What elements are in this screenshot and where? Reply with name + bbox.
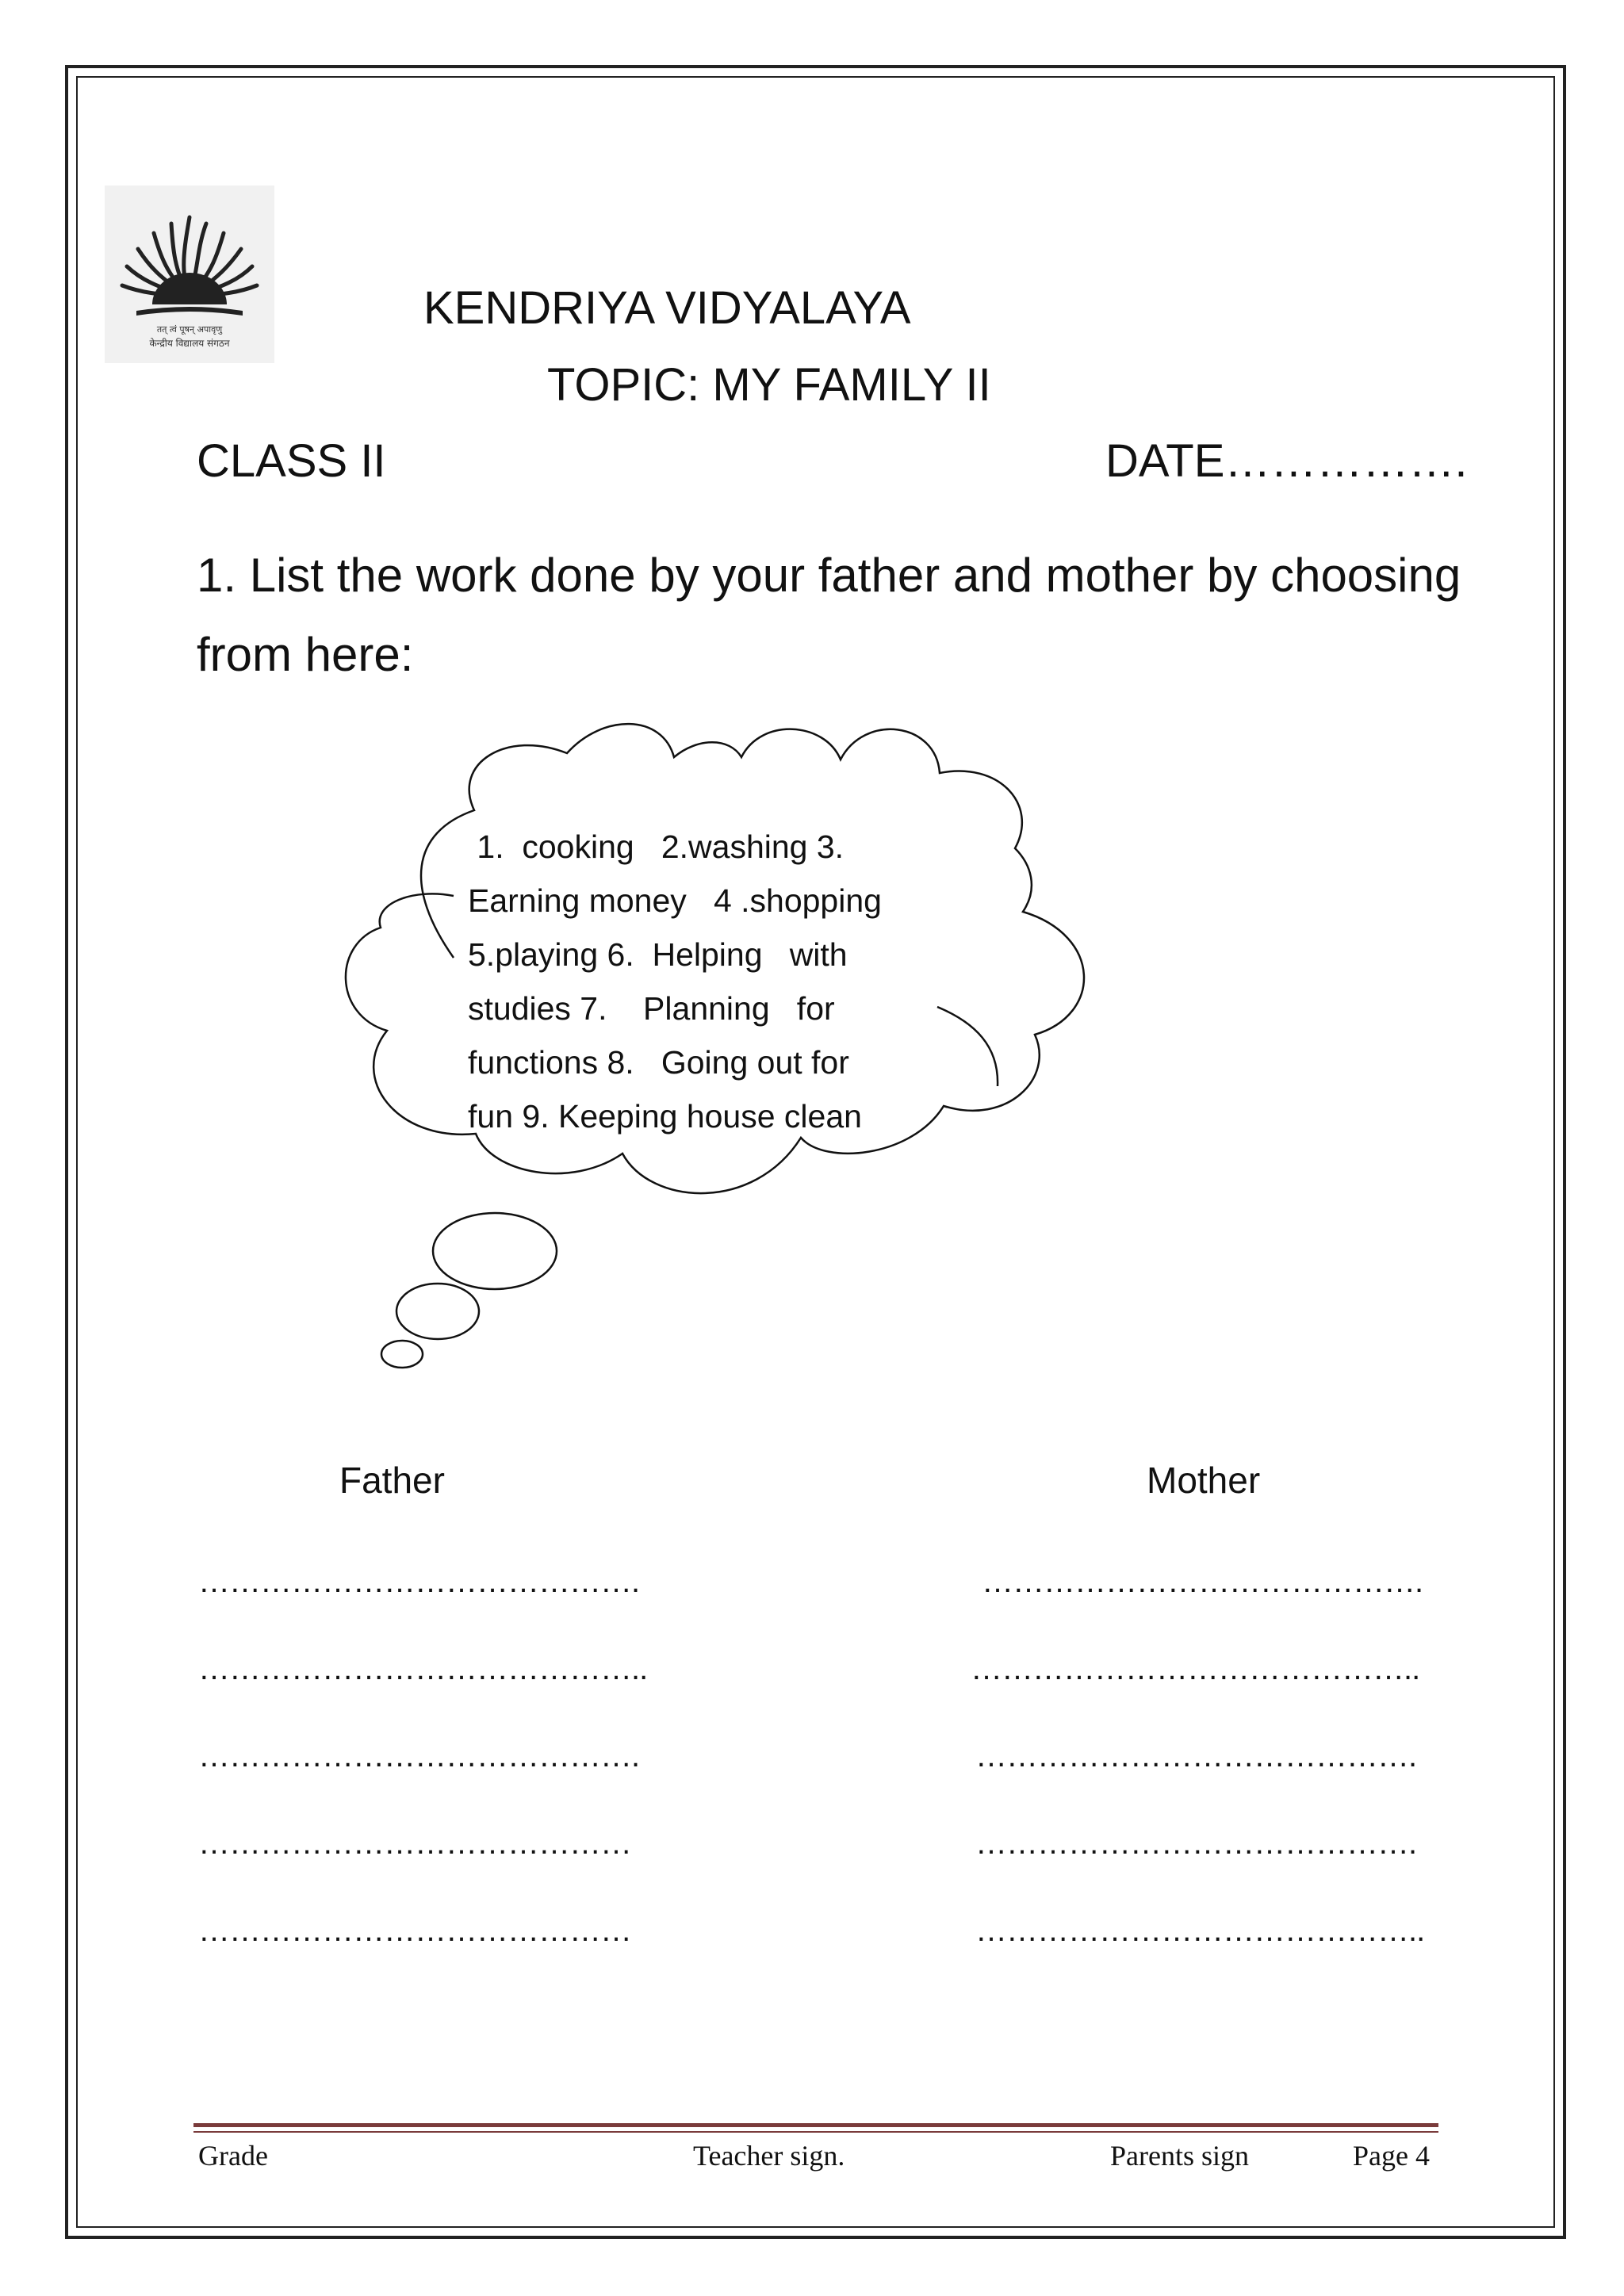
father-answer-line[interactable]: ……………………………………. <box>198 1739 640 1774</box>
cloud-options-list <box>468 820 928 1143</box>
cloud-line: functions 8. Going out for <box>468 1044 849 1081</box>
footer-page-number: Page 4 <box>1353 2140 1430 2172</box>
question-1: 1. List the work done by your father and mother by choosing from here: <box>197 549 1461 681</box>
father-column-header: Father <box>339 1460 445 1501</box>
mother-answer-line[interactable]: …………………………………….. <box>975 1913 1425 1948</box>
father-answer-line[interactable]: …………………………………… <box>198 1826 631 1861</box>
father-answer-line[interactable]: ……………………………………. <box>198 1564 640 1599</box>
cloud-line: fun 9. Keeping house clean <box>468 1098 862 1135</box>
footer-divider-thin <box>193 2131 1438 2133</box>
cloud-line: Earning money 4 .shopping <box>468 882 882 919</box>
logo-org-name: केन्द्रीय विद्यालय संगठन <box>149 338 230 349</box>
class-label: CLASS II <box>197 435 386 487</box>
footer-teacher-sign: Teacher sign. <box>693 2140 845 2172</box>
mother-answer-line[interactable]: ……………………………………. <box>975 1826 1417 1861</box>
cloud-line: 5.playing 6. Helping with <box>468 936 848 973</box>
logo-motto: तत् त्वं पूषन् अपावृणु <box>156 324 223 335</box>
topic-title: TOPIC: MY FAMILY II <box>547 359 991 411</box>
mother-answer-line[interactable]: …………………………………….. <box>971 1651 1420 1686</box>
footer-divider <box>193 2123 1438 2127</box>
school-name: KENDRIYA VIDYALAYA <box>423 282 911 334</box>
footer-parents-sign: Parents sign <box>1110 2140 1249 2172</box>
cloud-line: studies 7. Planning for <box>468 990 835 1027</box>
date-field[interactable]: DATE……………. <box>1105 435 1468 487</box>
mother-answer-line[interactable]: ……………………………………. <box>982 1564 1423 1599</box>
footer-grade: Grade <box>198 2140 268 2172</box>
mother-answer-line[interactable]: ……………………………………. <box>975 1739 1417 1774</box>
father-answer-line[interactable]: …………………………………… <box>198 1913 631 1948</box>
cloud-line: 1. cooking 2.washing 3. <box>468 828 845 865</box>
mother-column-header: Mother <box>1147 1460 1261 1501</box>
father-answer-line[interactable]: …………………………………….. <box>198 1651 648 1686</box>
